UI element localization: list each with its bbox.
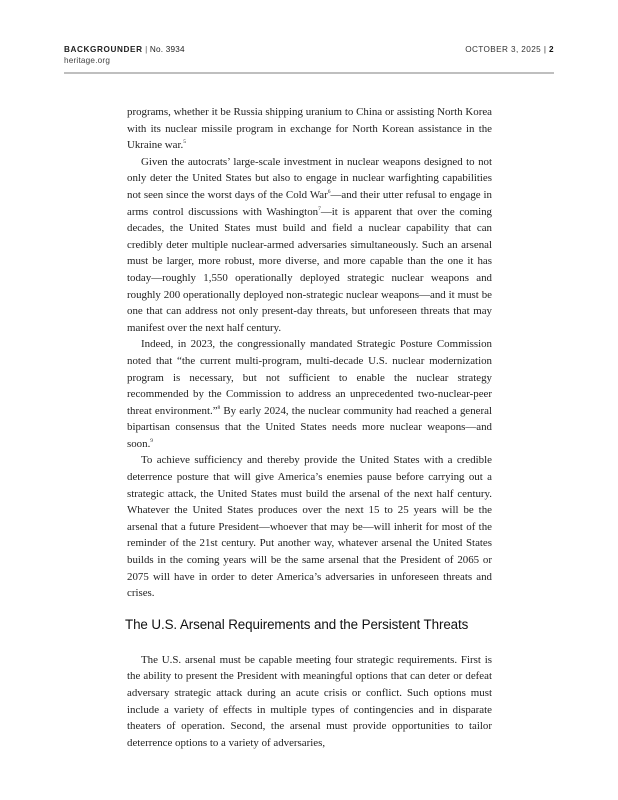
section-heading: The U.S. Arsenal Requirements and the Persistent Threats <box>125 616 469 632</box>
site-link[interactable]: heritage.org <box>64 56 111 65</box>
paragraph <box>127 452 492 601</box>
paragraph-text: programs, whether it be Russia shipping uranium to China or assisting North Korea with its nuclear missile program in exchange for North Korean assistance in the Ukraine war. <box>127 106 492 152</box>
footnote-ref[interactable]: 5 <box>183 139 186 146</box>
header-rule <box>64 72 554 74</box>
paragraph <box>127 104 492 154</box>
paragraph-text: Indeed, in 2023, the congressionally mandated Strategic Posture Commission noted that “the current multi-program, multi-decade U.S. nuclear modernization program is necessary, but not sufficient to enable the nuclear strategy recommended by the Commission to address an unprecedented two-nuclear-peer threat environment.” <box>127 338 492 417</box>
footnote-ref[interactable]: 6 <box>327 188 331 195</box>
paragraph <box>127 336 492 452</box>
publication-info <box>64 44 185 66</box>
paragraph-text: Given the autocrats’ large-scale investment in nuclear weapons designed to not only deter the United States but also to engage in nuclear warfighting capabilities not seen since the worst days of the Cold War <box>127 155 492 201</box>
page-header <box>64 44 554 84</box>
page-number: 2 <box>549 45 554 54</box>
publication-number: No. 3934 <box>149 45 185 54</box>
paragraph-text: By early 2024, the nuclear community had reached a general bipartisan consensus that the United States needs more nuclear weapons—and soon. <box>127 404 492 450</box>
footnote-ref[interactable]: 9 <box>150 437 154 444</box>
header-separator: | <box>145 45 148 54</box>
paragraph-text: To achieve sufficiency and thereby provide the United States with a credible deterrence posture that will give America’s enemies pause before carrying out a strategic attack, the United States must build the arsenal of the next half century. Whatever the United States produces over the next 15 to 25 years will be the arsenal that a future President—whoever that may be—will inherit for most of the reminder of the 21st century. Put another way, whatever arsenal the United States builds in the coming years will be the same arsenal that the President of 2065 or 2075 will have in order to deter America’s adversaries in unforeseen threats and crises. <box>127 454 492 600</box>
page-separator: | <box>543 45 547 54</box>
paragraph <box>127 154 492 337</box>
paragraph-text: —it is apparent that over the coming decades, the United States must build and field a nuclear capability that can credibly deter multiple nuclear-armed adversaries simultaneously. Such an arsenal must be larger, more robust, more diverse, and more capable than the one it has today—roughly 1,550 operationally deployed strategic nuclear weapons and roughly 200 operationally deployed non-strategic nuclear weapons—and it must be one that can address not only present-day threats, but unforeseen threats that may manifest over the next half century. <box>127 205 492 334</box>
series-title: BACKGROUNDER <box>64 45 143 54</box>
date-and-page <box>465 44 554 55</box>
publication-date: OCTOBER 3, 2025 <box>465 45 542 54</box>
paragraph-text: —and their utter refusal to engage in arms control discussions with Washington <box>127 188 492 218</box>
body-text <box>127 104 492 751</box>
paragraph-text: The U.S. arsenal must be capable meeting four strategic requirements. First is the ability to present the President with meaningful options that can deter or defeat adversary strategic attack during an acute crisis or conflict. Such options must include a variety of effects in multiple types of contingencies and in disparate theaters of operation. Second, the arsenal must provide opportunities to tailor deterrence options to a variety of adversaries, <box>127 653 492 749</box>
paragraph <box>127 652 492 752</box>
footnote-ref[interactable]: 7 <box>318 205 321 212</box>
footnote-ref[interactable]: 8 <box>217 404 221 411</box>
